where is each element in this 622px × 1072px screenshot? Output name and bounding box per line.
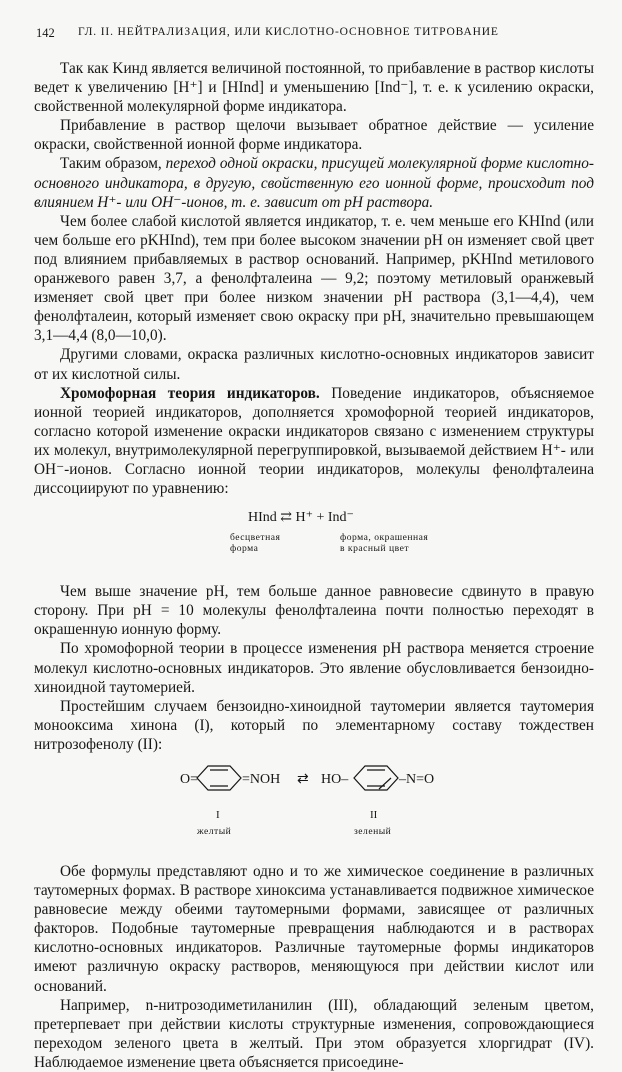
paragraph — [34, 154, 594, 211]
paragraph: Другими словами, окраска различных кислотно-основных индикаторов зависит от их кислотной силы. — [34, 346, 594, 383]
oxygen-double-bond: O= — [180, 772, 199, 787]
paragraph: По хромофорной теории в процессе изменения pH раствора меняется строение молекул кислотно-основных индикаторов. Это явление обусловливается бензоидно-хиноидной таутомерией. — [34, 640, 594, 696]
emphasized-conclusion: переход одной окраски, присущей молекулярной форме кислотно-основного индикатора, в другую, свойственную его ионной форме, происходит под влиянием H⁺- или OH⁻-ионов, т. е. зависит от pH раствора. — [34, 155, 594, 211]
paragraph: Чем более слабой кислотой является индикатор, т. е. чем меньше его KHInd (или чем больше его pKHInd), тем при более высоком значении pH он изменяет свой цвет под влиянием прибавляемых в раствор оснований. Например, pKHInd метилового оранжевого равен 3,7, а фенолфталеина — 9,2; поэтому метиловый оранжевый изменяет свой цвет при более низком значении pH раствора (3,1—4,4), чем фенолфталеин, который изменяет свою окраску при pH, значительно превышающем 3,1—4,4 (8,0—10,0). — [34, 212, 594, 345]
dissociation-equation — [34, 506, 594, 576]
page-number: 142 — [36, 26, 55, 40]
colorless-form-label: бесцветная форма — [230, 532, 281, 555]
page-body — [34, 59, 594, 1072]
tautomerism-scheme — [34, 764, 594, 848]
paragraph-text: Поведение индикаторов, объясняемое ионной теорией индикаторов, дополняется хромофорной теорией индикаторов, согласно которой изменение окраски индикаторов связано с изменением структуры их молекул, внутримолекулярной перегруппировкой, вызываемой действием H⁺- или OH⁻-ионов. Согласно ионной теории индикаторов, молекулы фенолфталеина диссоциируют по уравнению: — [34, 384, 594, 498]
section-heading: Хромофорная теория индикаторов. — [60, 384, 320, 402]
structural-formulas — [34, 764, 594, 848]
paragraph: Так как Kинд является величиной постоянной, то прибавление в раствор кислоты ведет к увеличению [H⁺] и [HInd] и уменьшению [Ind⁻], т. е. к усилению окраски, свойственной молекулярной форме индикатора. — [34, 60, 594, 116]
green-form-label: зеленый — [354, 826, 392, 837]
paragraph: Прибавление в раствор щелочи вызывает обратное действие — усиление окраски, свойственной ионной форме индикатора. — [34, 117, 594, 154]
running-title: ГЛ. II. НЕЙТРАЛИЗАЦИЯ, ИЛИ КИСЛОТНО-ОСНОВНОЕ ТИТРОВАНИЕ — [78, 26, 499, 38]
paragraph-lead: Таким образом, — [60, 155, 166, 173]
paragraph: Простейшим случаем бензоидно-хиноидной таутомерии является таутомерия монооксима хинона (I), который по элементарному составу тождествен нитрозофенолу (II): — [34, 697, 594, 753]
paragraph — [34, 384, 594, 499]
nitroso-group: –N=O — [399, 772, 435, 787]
red-form-label: форма, окрашенная в красный цвет — [340, 532, 429, 555]
oxime-group: =NOH — [242, 772, 281, 787]
hydroxyl-group: HO– — [321, 772, 349, 787]
yellow-form-label: желтый — [197, 826, 232, 837]
compound-number-I: I — [216, 809, 220, 821]
paragraph: Обе формулы представляют одно и то же химическое соединение в различных таутомерных формах. В растворе хиноксима устанавливается подвижное химическое равновесие между обеими таутомерными формами, зависящее от различных факторов. Подобные таутомерные превращения наблюдаются и в растворах кислотно-основных индикаторов. Различные таутомерные формы индикаторов имеют различную окраску растворов, меняющуюся при действии кислот или оснований. — [34, 863, 594, 995]
paragraph: Чем выше значение pH, тем больше данное равновесие сдвинуто в правую сторону. При pH = 10 молекулы фенолфталеина почти полностью переходят в окрашенную ионную форму. — [34, 583, 594, 639]
page-header — [36, 26, 596, 44]
paragraph: Например, n-нитрозодиметиланилин (III), обладающий зеленым цветом, претерпевает при действии кислоты структурные изменения, сопровождающиеся переходом зеленого цвета в желтый. При этом образуется хлоргидрат (IV). Наблюдаемое изменение цвета объясняется присоедине- — [34, 996, 594, 1071]
equation-formula: HInd ⇄ H⁺ + Ind⁻ — [248, 510, 354, 526]
equilibrium-arrow: ⇄ — [297, 772, 309, 787]
compound-number-II: II — [370, 809, 378, 821]
